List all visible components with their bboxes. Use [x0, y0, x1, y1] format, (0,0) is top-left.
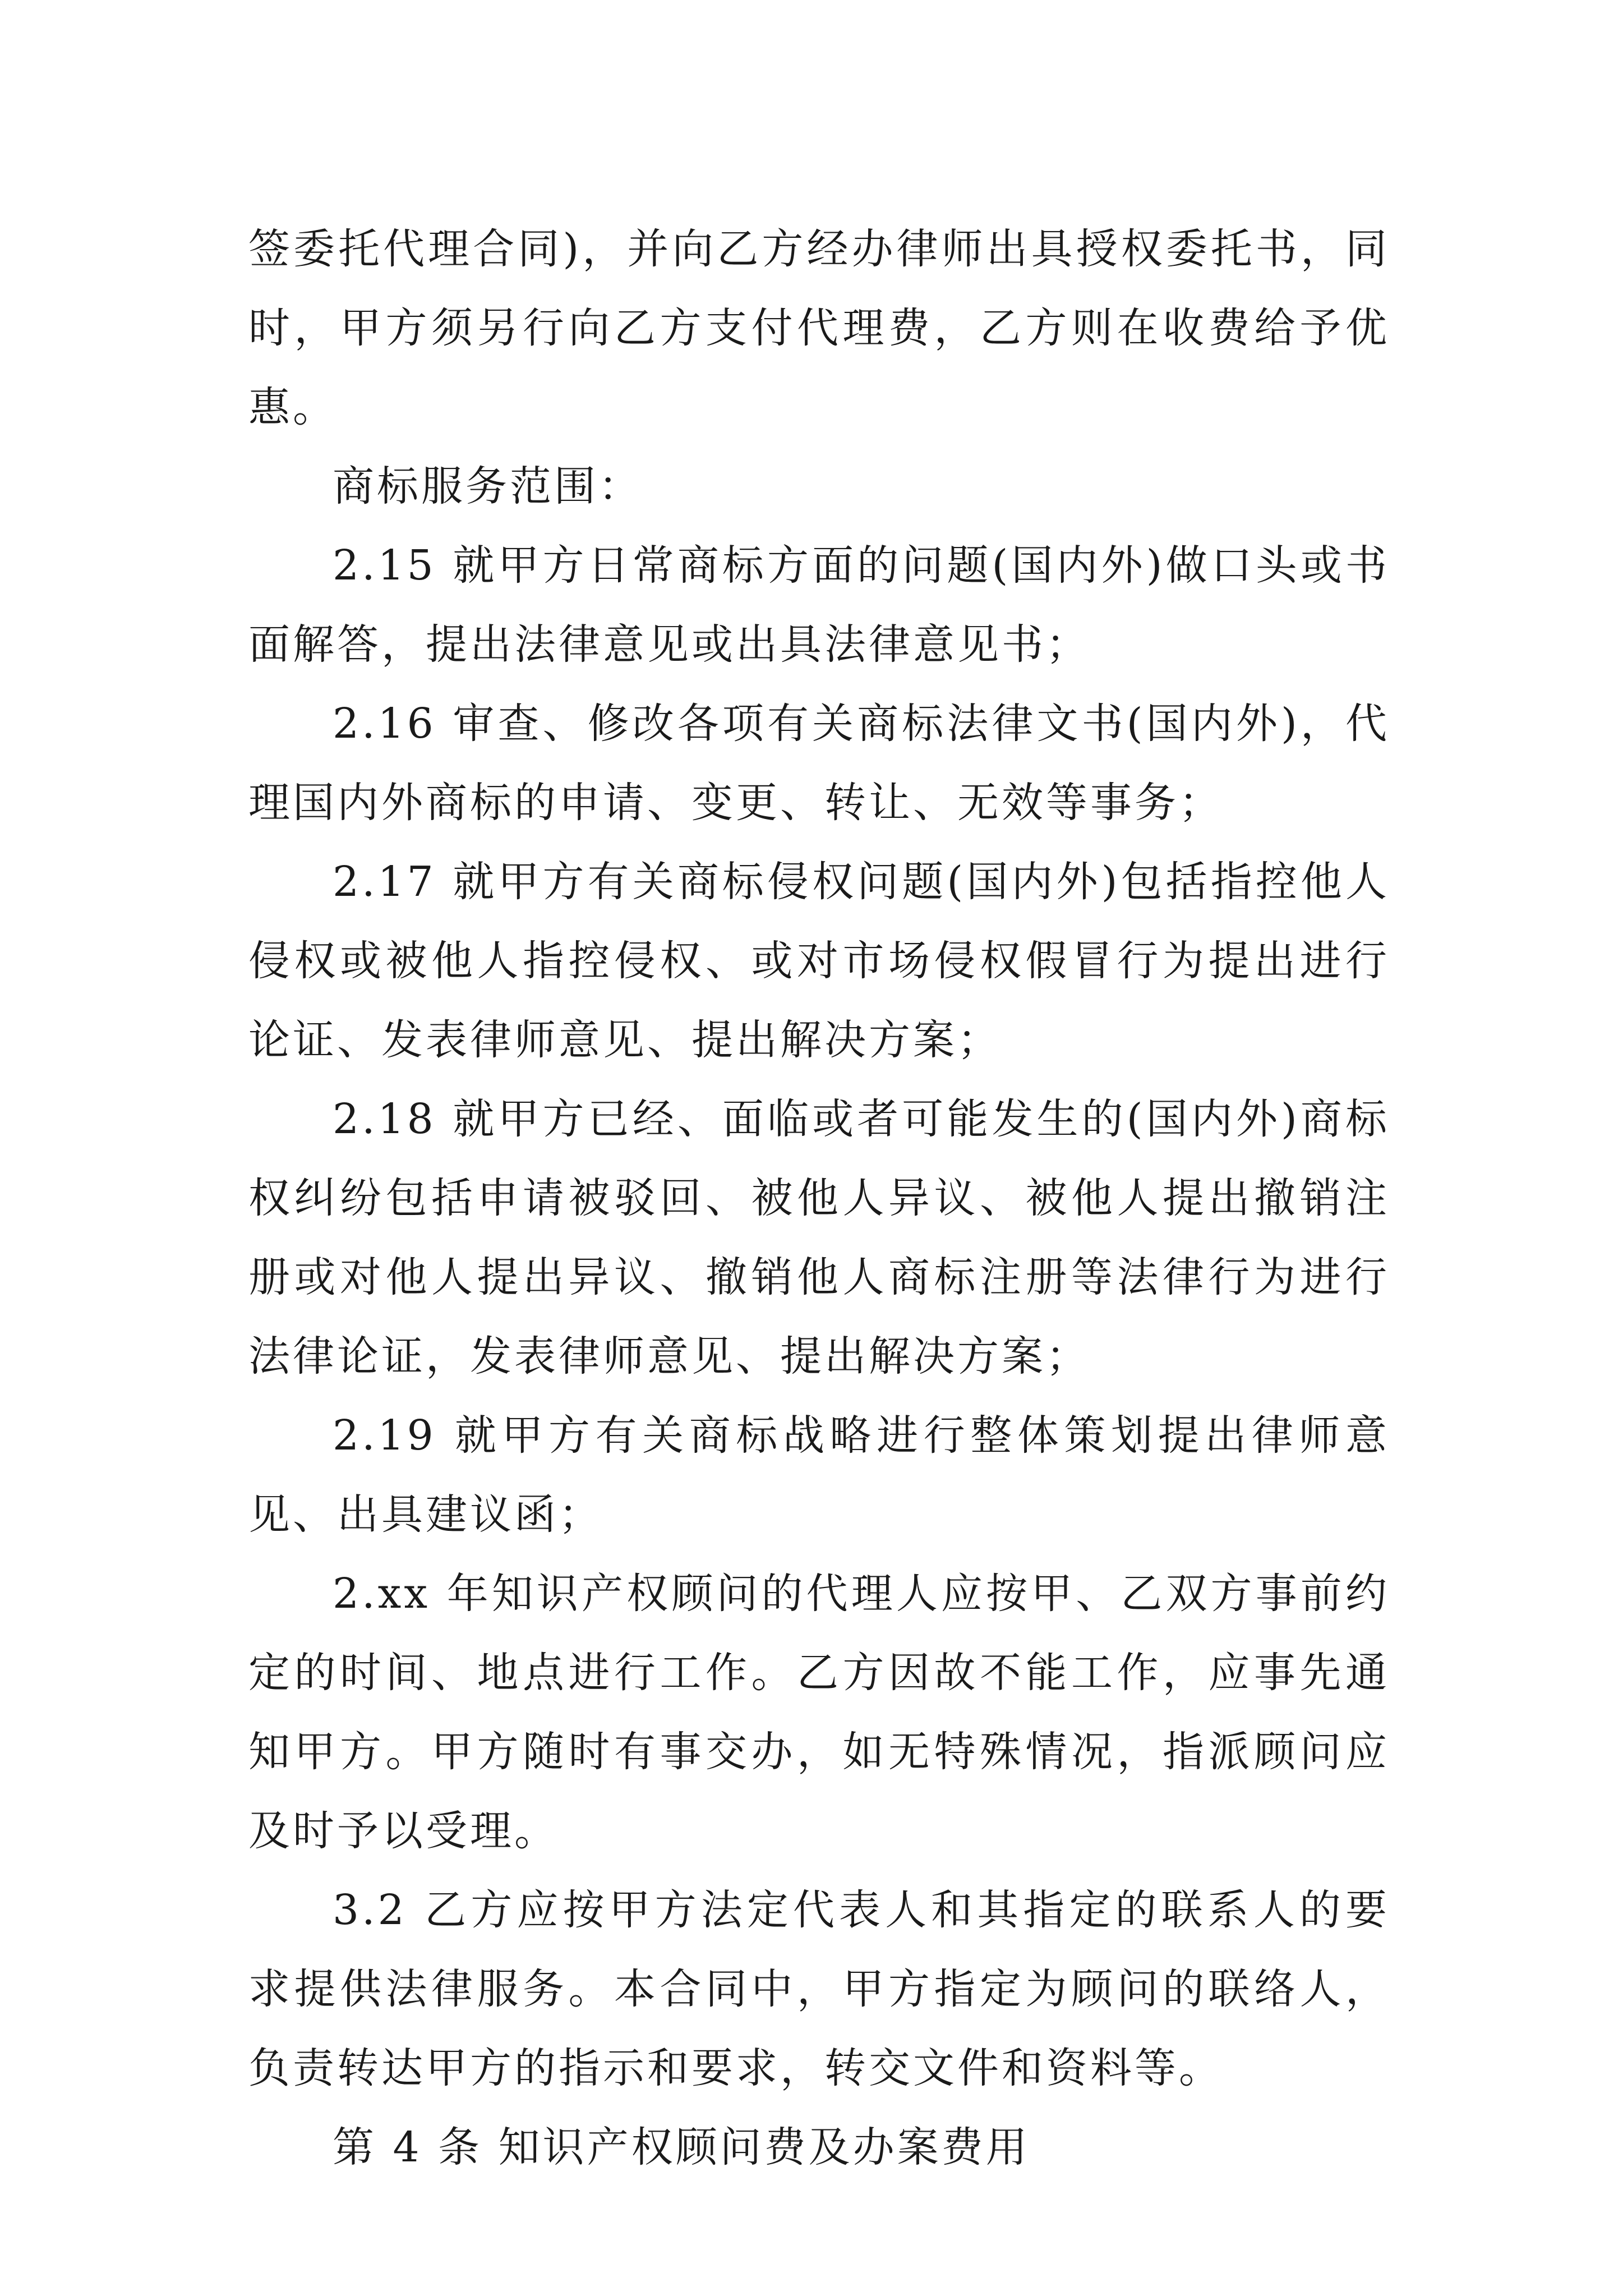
- paragraph-clause-2-17: 2.17 就甲方有关商标侵权问题(国内外)包括指控他人侵权或被他人指控侵权、或对市场侵权假冒行为提出进行论证、发表律师意见、提出解决方案；: [248, 858, 1390, 1064]
- paragraph-clause-3-2: 3.2 乙方应按甲方法定代表人和其指定的联系人的要求提供法律服务。本合同中，甲方指定为顾问的联络人，负责转达甲方的指示和要求，转交文件和资料等。: [248, 1886, 1390, 2092]
- paragraph-clause-2-xx: 2.xx 年知识产权顾问的代理人应按甲、乙双方事前约定的时间、地点进行工作。乙方因故不能工作，应事先通知甲方。甲方随时有事交办，如无特殊情况，指派顾问应及时予以受理。: [248, 1570, 1390, 1855]
- paragraph-clause-2-16: 2.16 审查、修改各项有关商标法律文书(国内外)，代理国内外商标的申请、变更、转让、无效等事务；: [248, 700, 1390, 827]
- paragraph-clause-2-19: 2.19 就甲方有关商标战略进行整体策划提出律师意见、出具建议函；: [248, 1411, 1390, 1539]
- paragraph-trademark-scope-heading: 商标服务范围：: [333, 462, 643, 510]
- document-body: [248, 210, 1390, 2187]
- paragraph-clause-2-18: 2.18 就甲方已经、面临或者可能发生的(国内外)商标权纠纷包括申请被驳回、被他人异议、被他人提出撤销注册或对他人提出异议、撤销他人商标注册等法律行为进行法律论证，发表律师意见、提出解决方案；: [248, 1095, 1390, 1381]
- section-heading-article-4: 第 4 条 知识产权顾问费及办案费用: [333, 2123, 1030, 2171]
- paragraph-clause-2-15: 2.15 就甲方日常商标方面的问题(国内外)做口头或书面解答，提出法律意见或出具法律意见书；: [248, 541, 1390, 669]
- paragraph-continuation: 签委托代理合同)，并向乙方经办律师出具授权委托书，同时，甲方须另行向乙方支付代理费，乙方则在收费给予优惠。: [248, 225, 1390, 431]
